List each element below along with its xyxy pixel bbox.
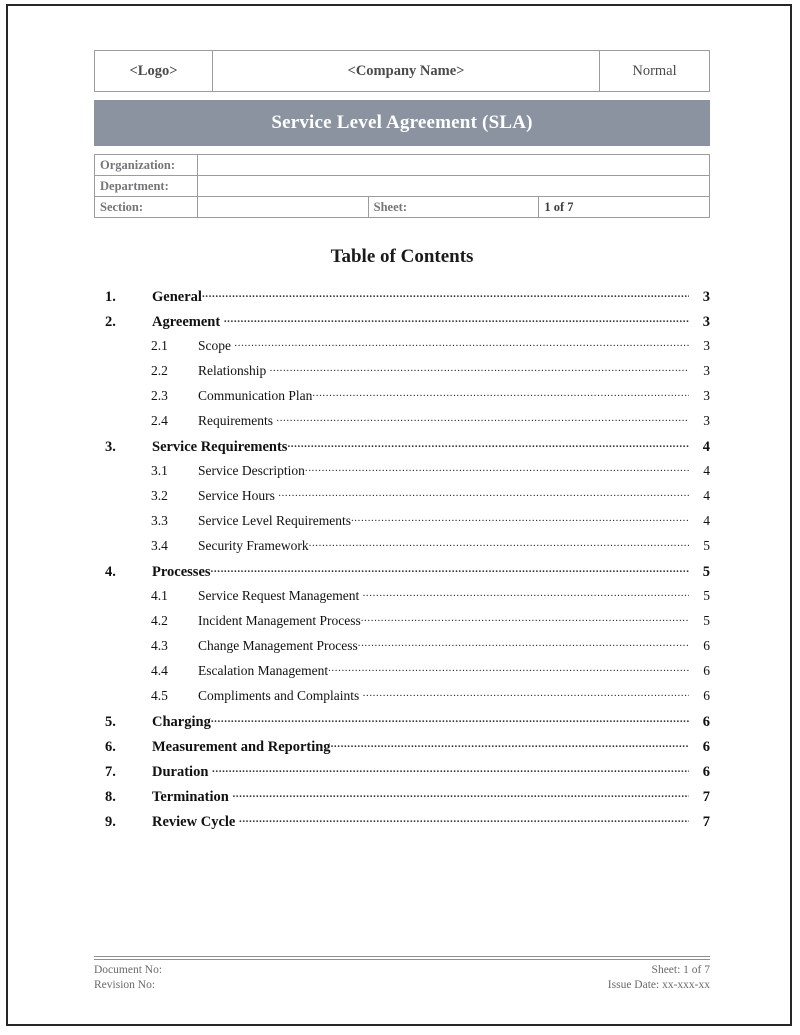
toc-entry-page-number: 7 [702, 813, 710, 830]
toc-dot-leader [278, 486, 689, 500]
toc-entry-page-number: 5 [703, 587, 710, 603]
header-row [95, 51, 710, 92]
toc-entry-page-number: 6 [703, 662, 710, 678]
toc-entry[interactable] [94, 436, 710, 461]
document-page [6, 4, 792, 1026]
toc-entry-number: 7. [105, 763, 116, 780]
toc-entry[interactable] [94, 761, 710, 786]
toc-entry[interactable] [94, 361, 710, 386]
organization-value[interactable] [198, 155, 710, 176]
toc-entry-label: Service Request Management [198, 587, 363, 603]
department-label: Department: [95, 176, 198, 197]
toc-entry-number: 4.1 [151, 587, 168, 603]
organization-row [95, 155, 710, 176]
document-title-banner [94, 100, 710, 146]
toc-entry[interactable] [94, 586, 710, 611]
toc-entry[interactable] [94, 286, 710, 311]
toc-dot-leader [211, 561, 689, 576]
toc-entry[interactable] [94, 511, 710, 536]
footer-row-bottom [94, 978, 710, 993]
toc-entry-number: 9. [105, 813, 116, 830]
toc-dot-leader [328, 661, 689, 675]
toc-entry-number: 6. [105, 738, 116, 755]
toc-entry-page-number: 4 [703, 462, 710, 478]
section-row [95, 197, 710, 218]
toc-dot-leader [276, 411, 689, 425]
toc-entry[interactable] [94, 711, 710, 736]
toc-entry-label: Termination [152, 788, 233, 805]
toc-entry-label: General [152, 288, 202, 305]
toc-entry-page-number: 3 [703, 412, 710, 428]
toc-entry-label: Service Level Requirements [198, 512, 351, 528]
toc-entry-label: Escalation Management [198, 662, 329, 678]
toc-entry[interactable] [94, 411, 710, 436]
toc-entry-label: Requirements [198, 412, 277, 428]
toc-entry-number: 5. [105, 713, 116, 730]
toc-dot-leader [331, 736, 689, 751]
toc-entry-number: 2.2 [151, 362, 168, 378]
toc-entry-page-number: 3 [703, 362, 710, 378]
toc-entry-page-number: 6 [702, 713, 710, 730]
toc-entry-page-number: 3 [702, 288, 710, 305]
toc-entry-number: 3.1 [151, 462, 168, 478]
document-title: Service Level Agreement (SLA) [271, 112, 533, 133]
toc-dot-leader [287, 436, 689, 451]
toc-entry-page-number: 6 [703, 637, 710, 653]
toc-dot-leader [224, 311, 689, 326]
footer-divider-bottom [94, 959, 710, 960]
toc-dot-leader [361, 611, 689, 625]
department-value[interactable] [198, 176, 710, 197]
toc-entry[interactable] [94, 686, 710, 711]
toc-entry-page-number: 5 [703, 612, 710, 628]
toc-entry[interactable] [94, 386, 710, 411]
toc-entry-label: Service Description [198, 462, 305, 478]
toc-entry-page-number: 3 [703, 337, 710, 353]
page-footer [94, 956, 710, 993]
toc-entry-label: Service Requirements [152, 438, 288, 455]
toc-entry-label: Communication Plan [198, 387, 313, 403]
toc-entry-page-number: 4 [703, 487, 710, 503]
department-row [95, 176, 710, 197]
toc-entry-number: 1. [105, 288, 116, 305]
toc-entry-number: 4.3 [151, 637, 168, 653]
sheet-value: 1 of 7 [539, 197, 710, 218]
logo-placeholder-cell: <Logo> [95, 51, 213, 92]
toc-entry-number: 2.3 [151, 387, 168, 403]
toc-entry[interactable] [94, 736, 710, 761]
toc-entry-page-number: 6 [703, 687, 710, 703]
toc-entry[interactable] [94, 811, 710, 836]
toc-entry-page-number: 6 [702, 738, 710, 755]
toc-entry-page-number: 6 [702, 763, 710, 780]
toc-entry[interactable] [94, 661, 710, 686]
toc-dot-leader [202, 286, 689, 301]
footer-revision-no: Revision No: [94, 979, 156, 991]
toc-dot-leader [358, 636, 689, 650]
toc-entry-number: 3. [105, 438, 116, 455]
toc-entry-label: Compliments and Complaints [198, 687, 363, 703]
toc-entry[interactable] [94, 461, 710, 486]
toc-entry-label: Processes [152, 563, 211, 580]
company-name-cell: <Company Name> [213, 51, 600, 92]
toc-entry-number: 4.5 [151, 687, 168, 703]
toc-entry-number: 2. [105, 313, 116, 330]
toc-dot-leader [309, 536, 689, 550]
toc-entry-label: Security Framework [198, 537, 309, 553]
toc-dot-leader [351, 511, 689, 525]
toc-entry-label: Charging [152, 713, 211, 730]
toc-entry-label: Measurement and Reporting [152, 738, 331, 755]
toc-entry[interactable] [94, 486, 710, 511]
toc-entry[interactable] [94, 536, 710, 561]
toc-entry-label: Incident Management Process [198, 612, 361, 628]
toc-entry[interactable] [94, 311, 710, 336]
toc-entry-label: Change Management Process [198, 637, 358, 653]
toc-entry-label: Agreement [152, 313, 224, 330]
toc-entry-page-number: 4 [703, 512, 710, 528]
sheet-label: Sheet: [368, 197, 539, 218]
toc-entry-page-number: 4 [702, 438, 710, 455]
toc-entry-page-number: 7 [702, 788, 710, 805]
toc-dot-leader [363, 686, 689, 700]
toc-dot-leader [305, 461, 689, 475]
toc-entry[interactable] [94, 611, 710, 636]
toc-entry[interactable] [94, 786, 710, 811]
toc-dot-leader [234, 336, 689, 350]
toc-entry[interactable] [94, 336, 710, 361]
toc-entry-label: Relationship [198, 362, 270, 378]
footer-document-no: Document No: [94, 964, 163, 976]
toc-dot-leader [312, 386, 689, 400]
toc-entry-label: Review Cycle [152, 813, 239, 830]
toc-entry-number: 4.2 [151, 612, 168, 628]
section-label: Section: [95, 197, 198, 218]
toc-entry-number: 3.2 [151, 487, 168, 503]
toc-entry-number: 8. [105, 788, 116, 805]
toc-entry-page-number: 5 [703, 537, 710, 553]
toc-dot-leader [232, 786, 689, 801]
toc-entry-label: Duration [152, 763, 213, 780]
document-info-table [94, 154, 710, 218]
toc-dot-leader [363, 586, 689, 600]
toc-entry-number: 4. [105, 563, 116, 580]
toc-entry-number: 3.3 [151, 512, 168, 528]
toc-entry-number: 4.4 [151, 662, 168, 678]
footer-issue-date: Issue Date: xx-xxx-xx [607, 979, 710, 991]
toc-entry-page-number: 3 [702, 313, 710, 330]
toc-dot-leader [211, 711, 689, 726]
organization-label: Organization: [95, 155, 198, 176]
toc-dot-leader [270, 361, 689, 375]
toc-entry-number: 2.1 [151, 337, 168, 353]
toc-dot-leader [212, 761, 689, 776]
footer-row-top [94, 963, 710, 978]
toc-entry[interactable] [94, 561, 710, 586]
footer-sheet: Sheet: 1 of 7 [651, 964, 710, 976]
toc-entry[interactable] [94, 636, 710, 661]
table-of-contents-list [94, 286, 710, 836]
toc-dot-leader [239, 811, 689, 826]
document-status-cell: Normal [600, 51, 710, 92]
table-of-contents-heading: Table of Contents [330, 246, 474, 267]
toc-entry-label: Scope [198, 337, 235, 353]
toc-entry-page-number: 3 [703, 387, 710, 403]
toc-entry-number: 2.4 [151, 412, 168, 428]
toc-entry-label: Service Hours [198, 487, 279, 503]
toc-entry-number: 3.4 [151, 537, 168, 553]
document-header-table [94, 50, 710, 92]
toc-entry-page-number: 5 [702, 563, 710, 580]
section-value[interactable] [198, 197, 369, 218]
